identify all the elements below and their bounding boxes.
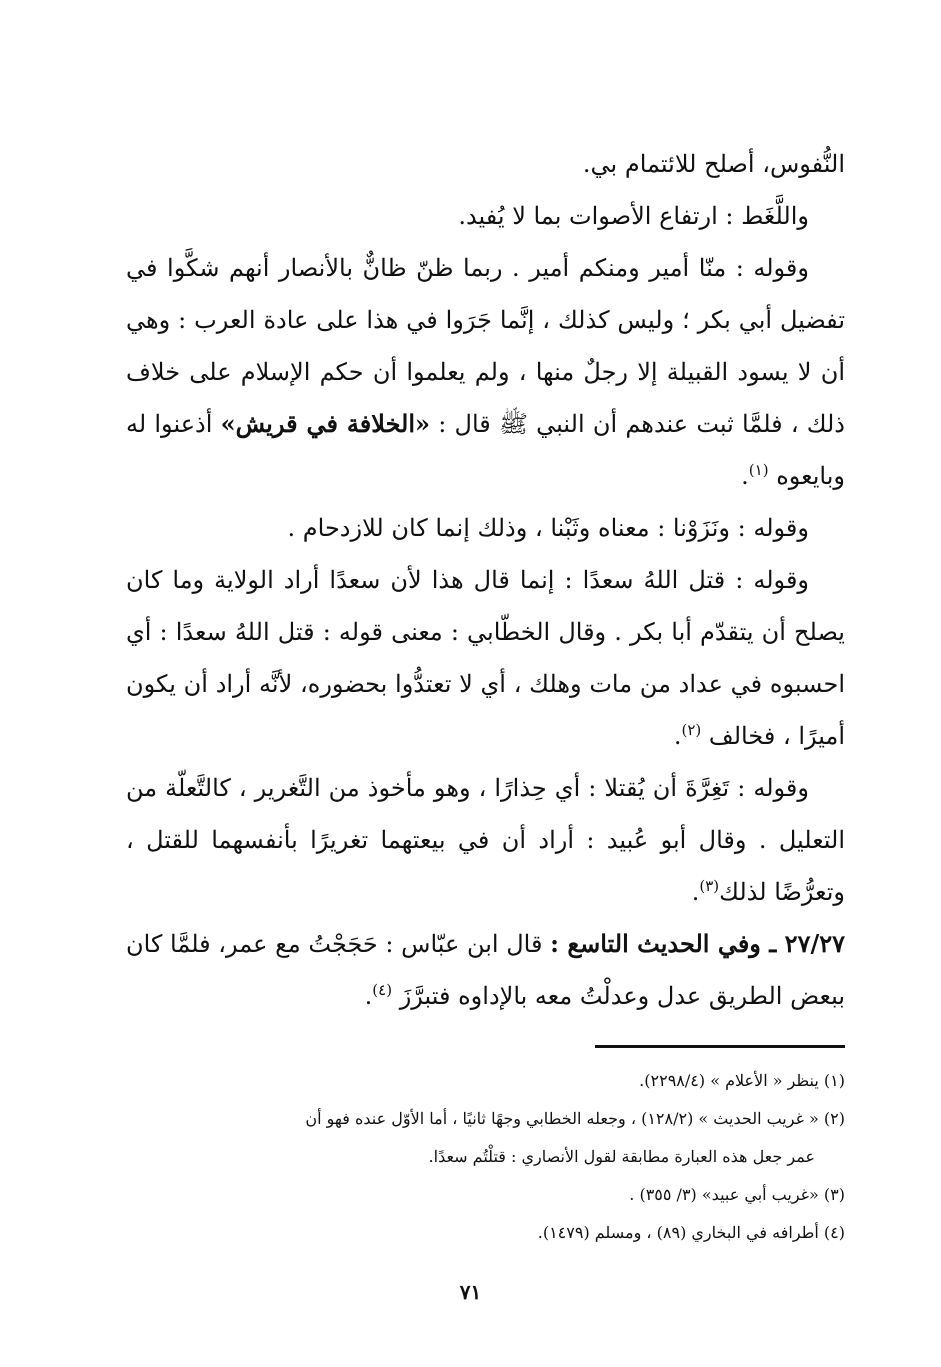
text-paragraph-2 xyxy=(126,190,845,242)
footnote-4: (٤) أطرافه في البخاري (٨٩) ، ومسلم (١٤٧٩). xyxy=(537,1223,845,1242)
text-paragraph-3 xyxy=(126,242,845,502)
paragraph-text: وقوله : ونَزَوْنا : معناه وثَبْنا ، وذلك إنما كان للازدحام . xyxy=(287,514,809,542)
page-number: ٧١ xyxy=(459,1280,482,1304)
footnote-2: (٢) « غريب الحديث » (١٢٨/٢) ، وجعله الخطابي وجهًا ثانيًا ، أما الأوّل عنده فهو أن xyxy=(305,1109,845,1128)
text-paragraph-1 xyxy=(126,138,845,190)
hadith-section xyxy=(126,918,845,1022)
paragraph-text: النُّفوس، أصلح للائتمام بي. xyxy=(582,150,845,178)
footnote-ref-4: (٤) xyxy=(372,981,393,999)
paragraph-text: وقوله : قتل اللهُ سعدًا : إنما قال هذا لأن سعدًا أراد الولاية وما كان يصلح أن يتقدّم أبا بكر . وقال الخطّابي : معنى قوله : قتل اللهُ سعدًا : أي احسبوه في عداد من مات وهلك ، أي لا تعتدُّوا بحضوره، لأنَّه أراد أن يكون أميرًا ، فخالف xyxy=(126,566,845,750)
sentence-end: . xyxy=(691,878,700,906)
main-text xyxy=(126,138,845,1022)
paragraph-text: واللَّغَط : ارتفاع الأصوات بما لا يُفيد. xyxy=(458,202,809,230)
hadith-quote: «الخلافة في قريش» xyxy=(220,409,431,438)
footnote-divider xyxy=(595,1045,845,1048)
paragraph-text: وقوله : تَغِرَّةَ أن يُقتلا : أي حِذارًا ، وهو مأخوذ من التَّغرير ، كالتَّعلّة من التعليل . وقال أبو عُبيد : أراد أن في بيعتهما تغريرًا بأنفسهما للقتل ، وتعرُّضًا لذلك xyxy=(126,774,845,906)
footnote-2-continuation: عمر جعل هذه العبارة مطابقة لقول الأنصاري : قتلْتُم سعدًا. xyxy=(428,1147,815,1166)
text-paragraph-4 xyxy=(126,502,845,554)
sentence-end: . xyxy=(673,722,682,750)
footnote-ref-1: (١) xyxy=(748,461,769,479)
footnote-3: (٣) «غريب أبي عبيد» (٣/ ٣٥٥) . xyxy=(629,1185,845,1204)
section-heading-number: ٢٧/٢٧ ـ وفي الحديث التاسع : xyxy=(550,929,845,958)
text-paragraph-6 xyxy=(126,762,845,918)
section-heading-text: قال ابن عبّاس : حَجَجْتُ مع xyxy=(275,930,543,958)
paragraph-text: وقوله : منّا أمير ومنكم أمير . ربما ظنّ ظانٌّ بالأنصار أنهم شكَّوا في تفضيل أبي بكر ؛ وليس كذلك ، إنَّما جَرَوا في هذا على عادة العرب : وهي أن لا يسود القبيلة إلا رجلٌ منها ، ولم يعلموا أن حكم الإسلام على خلاف ذلك ، فلمَّا ثبت عندهم أن النبي ﷺ قال : xyxy=(126,254,845,438)
sentence-end: . xyxy=(364,982,373,1010)
paragraph-text: عمر، فلمَّا كان ببعض الطريق عدل وعدلْتُ معه بالإداوه فتبرَّزَ xyxy=(126,930,845,1010)
text-paragraph-5 xyxy=(126,554,845,762)
hadith-quote-tail: أذعنوا له وبايعوه xyxy=(126,410,845,490)
footnote-1: (١) ينظر « الأعلام » (٢٢٩٨/٤). xyxy=(639,1071,845,1090)
footnote-ref-3: (٣) xyxy=(699,877,720,895)
footnotes xyxy=(126,1062,845,1252)
footnote-ref-2: (٢) xyxy=(681,721,702,739)
sentence-end: . xyxy=(741,462,749,490)
